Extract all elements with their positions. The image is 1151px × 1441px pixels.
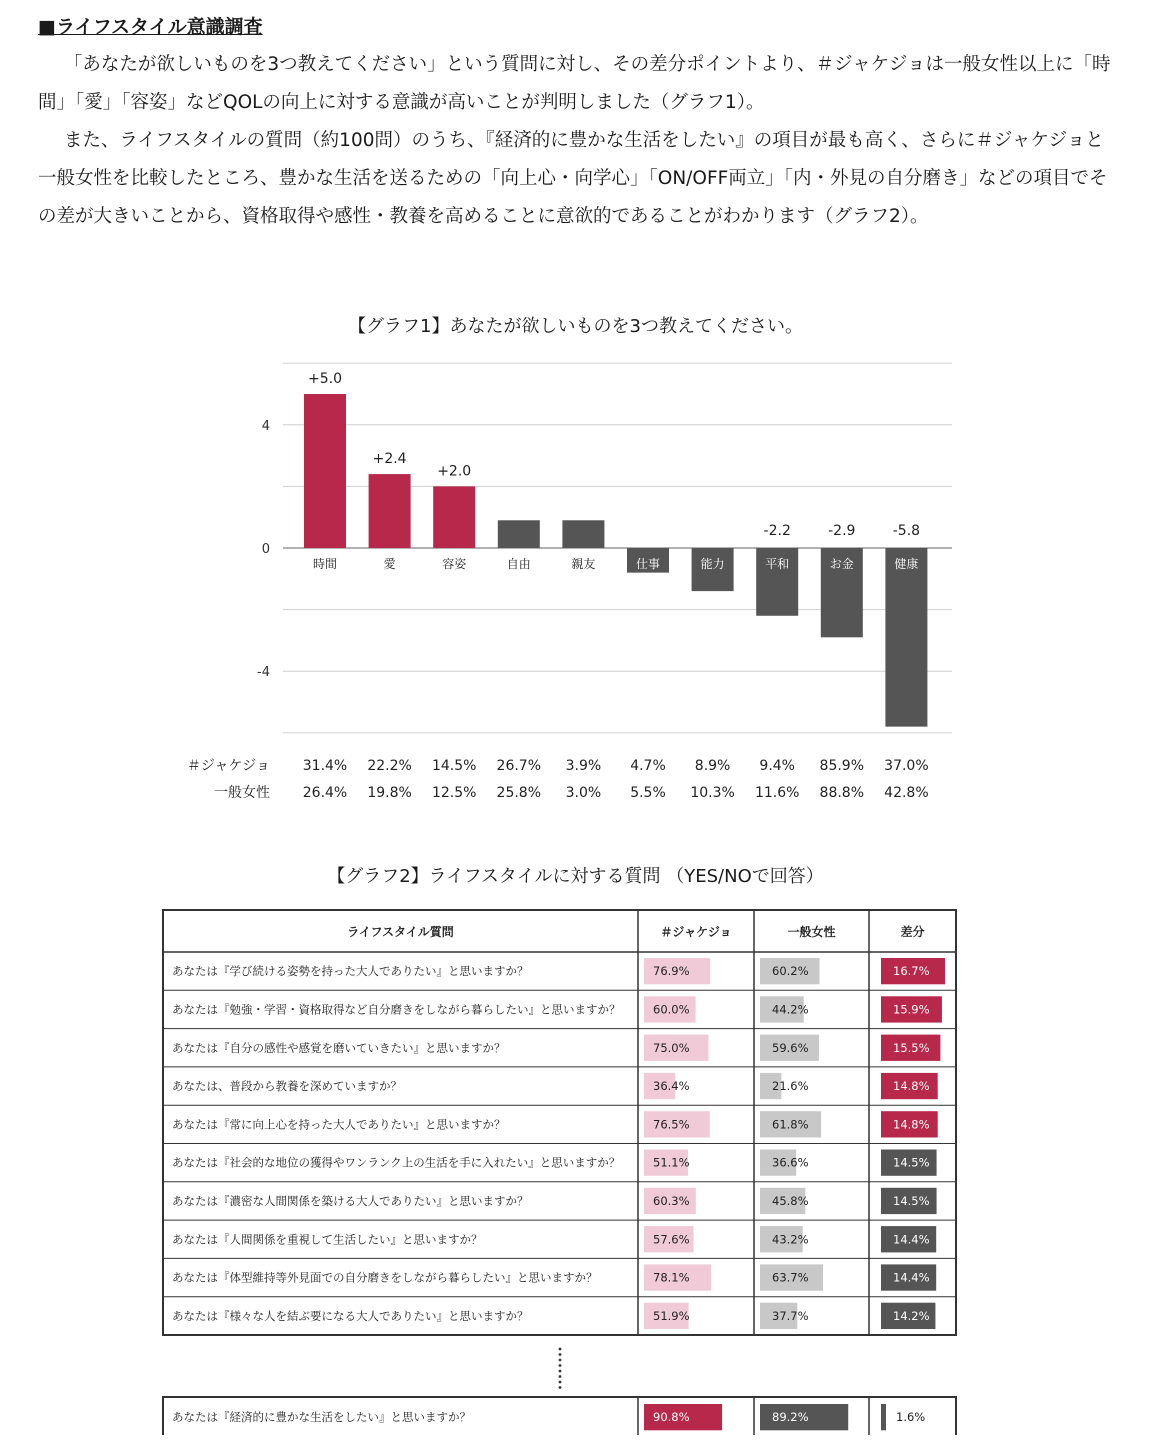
category-label: 能力 — [700, 557, 725, 571]
chart2-table — [0, 900, 1151, 1435]
table-cell: 4.7% — [630, 758, 666, 774]
question-text: あなたは、普段から教養を深めていますか？ — [172, 1079, 402, 1094]
jake-value: 76.9% — [653, 964, 690, 979]
bar-健康 — [885, 548, 927, 727]
table-row-label: ＃ジャケジョ — [186, 758, 270, 774]
diff-value: 14.2% — [893, 1308, 930, 1323]
category-label: 平和 — [765, 557, 790, 571]
jake-value: 36.4% — [653, 1079, 690, 1094]
table-cell: 42.8% — [884, 785, 929, 801]
general-value: 43.2% — [772, 1232, 809, 1247]
table-cell: 26.4% — [302, 785, 348, 801]
table-cell: 19.8% — [367, 785, 412, 801]
y-tick-label: 4 — [261, 418, 270, 434]
diff-value: 15.5% — [893, 1040, 930, 1055]
ellipsis-dot — [559, 1359, 562, 1362]
category-label: 愛 — [383, 557, 396, 571]
diff-value: 14.8% — [893, 1117, 930, 1132]
jake-value: 60.0% — [653, 1002, 690, 1017]
table-cell: 12.5% — [431, 785, 477, 801]
column-header: ライフスタイル質問 — [347, 925, 454, 939]
question-text: あなたは『勉強・学習・資格取得など自分磨きをしながら暮らしたい』と思いますか？ — [172, 1002, 621, 1017]
category-label: 容姿 — [442, 557, 467, 571]
section-title: ■ライフスタイル意識調査 — [38, 16, 263, 38]
table-cell: 11.6% — [754, 785, 800, 801]
table-cell: 14.5% — [431, 758, 477, 774]
general-value: 59.6% — [772, 1040, 809, 1055]
diff-value: 14.8% — [893, 1079, 930, 1094]
table-cell: 10.3% — [690, 785, 735, 801]
table-cell: 37.0% — [884, 758, 929, 774]
jake-value: 51.9% — [653, 1308, 690, 1323]
ellipsis-dot — [559, 1375, 562, 1378]
intro-paragraph-1: 「あなたが欲しいものを3つ教えてください」という質問に対し、その差分ポイントより、＃ジャケジョは一般女性以上に「時間」「愛」「容姿」などQOLの向上に対する意識が高いことが判明しました（グラフ1）。 — [38, 54, 1111, 113]
general-value: 60.2% — [772, 964, 809, 979]
general-value: 21.6% — [772, 1079, 809, 1094]
ellipsis-dot — [559, 1364, 562, 1367]
category-label: 時間 — [312, 557, 338, 571]
intro-text — [38, 46, 1116, 236]
question-text: あなたは『体型維持等外見面での自分磨きをしながら暮らしたい』と思いますか？ — [172, 1270, 598, 1285]
table-cell: 3.9% — [565, 758, 602, 774]
question-text: あなたは『社会的な地位の獲得やワンランク上の生活を手に入れたい』と思いますか？ — [172, 1155, 621, 1170]
table-cell: 26.7% — [496, 758, 542, 774]
table-cell: 85.9% — [819, 758, 865, 774]
jake-value: 76.5% — [653, 1117, 690, 1132]
value-label: +2.0 — [437, 463, 472, 480]
question-text: あなたは『濃密な人間関係を築ける大人でありたい』と思いますか？ — [172, 1193, 529, 1208]
jake-value: 57.6% — [653, 1232, 690, 1247]
category-label: 自由 — [506, 557, 531, 571]
diff-value: 14.5% — [893, 1155, 930, 1170]
value-label: +2.4 — [372, 451, 407, 468]
table-row-label: 一般女性 — [214, 785, 270, 801]
general-value: 36.6% — [772, 1155, 809, 1170]
question-text: あなたは『常に向上心を持った大人でありたい』と思いますか？ — [172, 1117, 506, 1132]
ellipsis-dot — [559, 1370, 562, 1373]
diff-value: 1.6% — [896, 1410, 926, 1425]
table-cell: 8.9% — [694, 758, 731, 774]
value-label: -2.9 — [828, 523, 856, 539]
value-label: -2.2 — [763, 523, 791, 539]
question-text: あなたは『様々な人を結ぶ要になる大人でありたい』と思いますか？ — [172, 1308, 529, 1323]
chart2-title: 【グラフ2】ライフスタイルに対する質問 （YES/NOで回答） — [327, 866, 824, 887]
diff-value: 16.7% — [893, 964, 930, 979]
category-label: 健康 — [894, 557, 919, 571]
jake-value: 75.0% — [653, 1040, 690, 1055]
table-cell: 31.4% — [302, 758, 348, 774]
question-text: あなたは『学び続ける姿勢を持った大人でありたい』と思いますか？ — [172, 964, 529, 979]
jake-value: 51.1% — [653, 1155, 690, 1170]
table-cell: 3.0% — [565, 785, 602, 801]
bar-親友 — [562, 520, 604, 548]
table-cell: 25.8% — [496, 785, 542, 801]
question-text: あなたは『自分の感性や感覚を磨いていきたい』と思いますか？ — [172, 1040, 506, 1055]
value-label: +5.0 — [308, 371, 342, 387]
chart1 — [0, 340, 1151, 820]
table-cell: 5.5% — [630, 785, 666, 801]
intro-paragraph-2: また、ライフスタイルの質問（約100問）のうち、『経済的に豊かな生活をしたい』の項目が最も高く、さらに＃ジャケジョと一般女性を比較したところ、豊かな生活を送るための「向上心・向学心」「ON/OFF両立」「内・外見の自分磨き」などの項目でその差が大きいことから、資格取得や感性・教養を高めることに意欲的であることがわかります（グラフ2）。 — [38, 130, 1108, 227]
question-text: あなたは『人間関係を重視して生活したい』と思いますか？ — [172, 1232, 483, 1247]
general-value: 61.8% — [772, 1117, 809, 1132]
general-value: 89.2% — [772, 1410, 809, 1425]
ellipsis-dot — [559, 1381, 562, 1384]
value-label: -5.8 — [892, 523, 921, 539]
category-label: お金 — [829, 557, 854, 571]
column-header: 差分 — [900, 925, 925, 939]
diff-value: 14.4% — [893, 1232, 930, 1247]
bar-愛 — [369, 474, 411, 548]
diff-value: 14.5% — [893, 1193, 930, 1208]
table-cell: 22.2% — [367, 758, 412, 774]
table-cell: 88.8% — [819, 785, 865, 801]
ellipsis-dot — [559, 1348, 562, 1351]
diff-value: 14.4% — [893, 1270, 930, 1285]
chart1-title: 【グラフ1】あなたが欲しいものを3つ教えてください。 — [348, 316, 803, 337]
general-value: 37.7% — [772, 1308, 809, 1323]
general-value: 63.7% — [772, 1270, 809, 1285]
table-cell: 9.4% — [759, 758, 795, 774]
jake-value: 78.1% — [653, 1270, 690, 1285]
ellipsis-dot — [559, 1353, 562, 1356]
jake-value: 90.8% — [653, 1410, 690, 1425]
category-label: 仕事 — [635, 557, 661, 571]
bar-容姿 — [433, 486, 475, 548]
category-label: 親友 — [571, 557, 596, 571]
bar-自由 — [498, 520, 540, 548]
question-text: あなたは『経済的に豊かな生活をしたい』と思いますか？ — [172, 1410, 471, 1425]
bar-時間 — [304, 394, 346, 548]
column-header: 一般女性 — [787, 925, 836, 939]
diff-value: 15.9% — [893, 1002, 930, 1017]
jake-value: 60.3% — [653, 1193, 690, 1208]
column-header: ＃ジャケジョ — [660, 925, 732, 939]
y-tick-label: 0 — [261, 542, 270, 557]
diff-bar — [881, 1404, 886, 1430]
general-value: 44.2% — [772, 1002, 809, 1017]
ellipsis-dot — [559, 1386, 562, 1389]
y-tick-label: -4 — [257, 665, 270, 681]
general-value: 45.8% — [772, 1193, 809, 1208]
